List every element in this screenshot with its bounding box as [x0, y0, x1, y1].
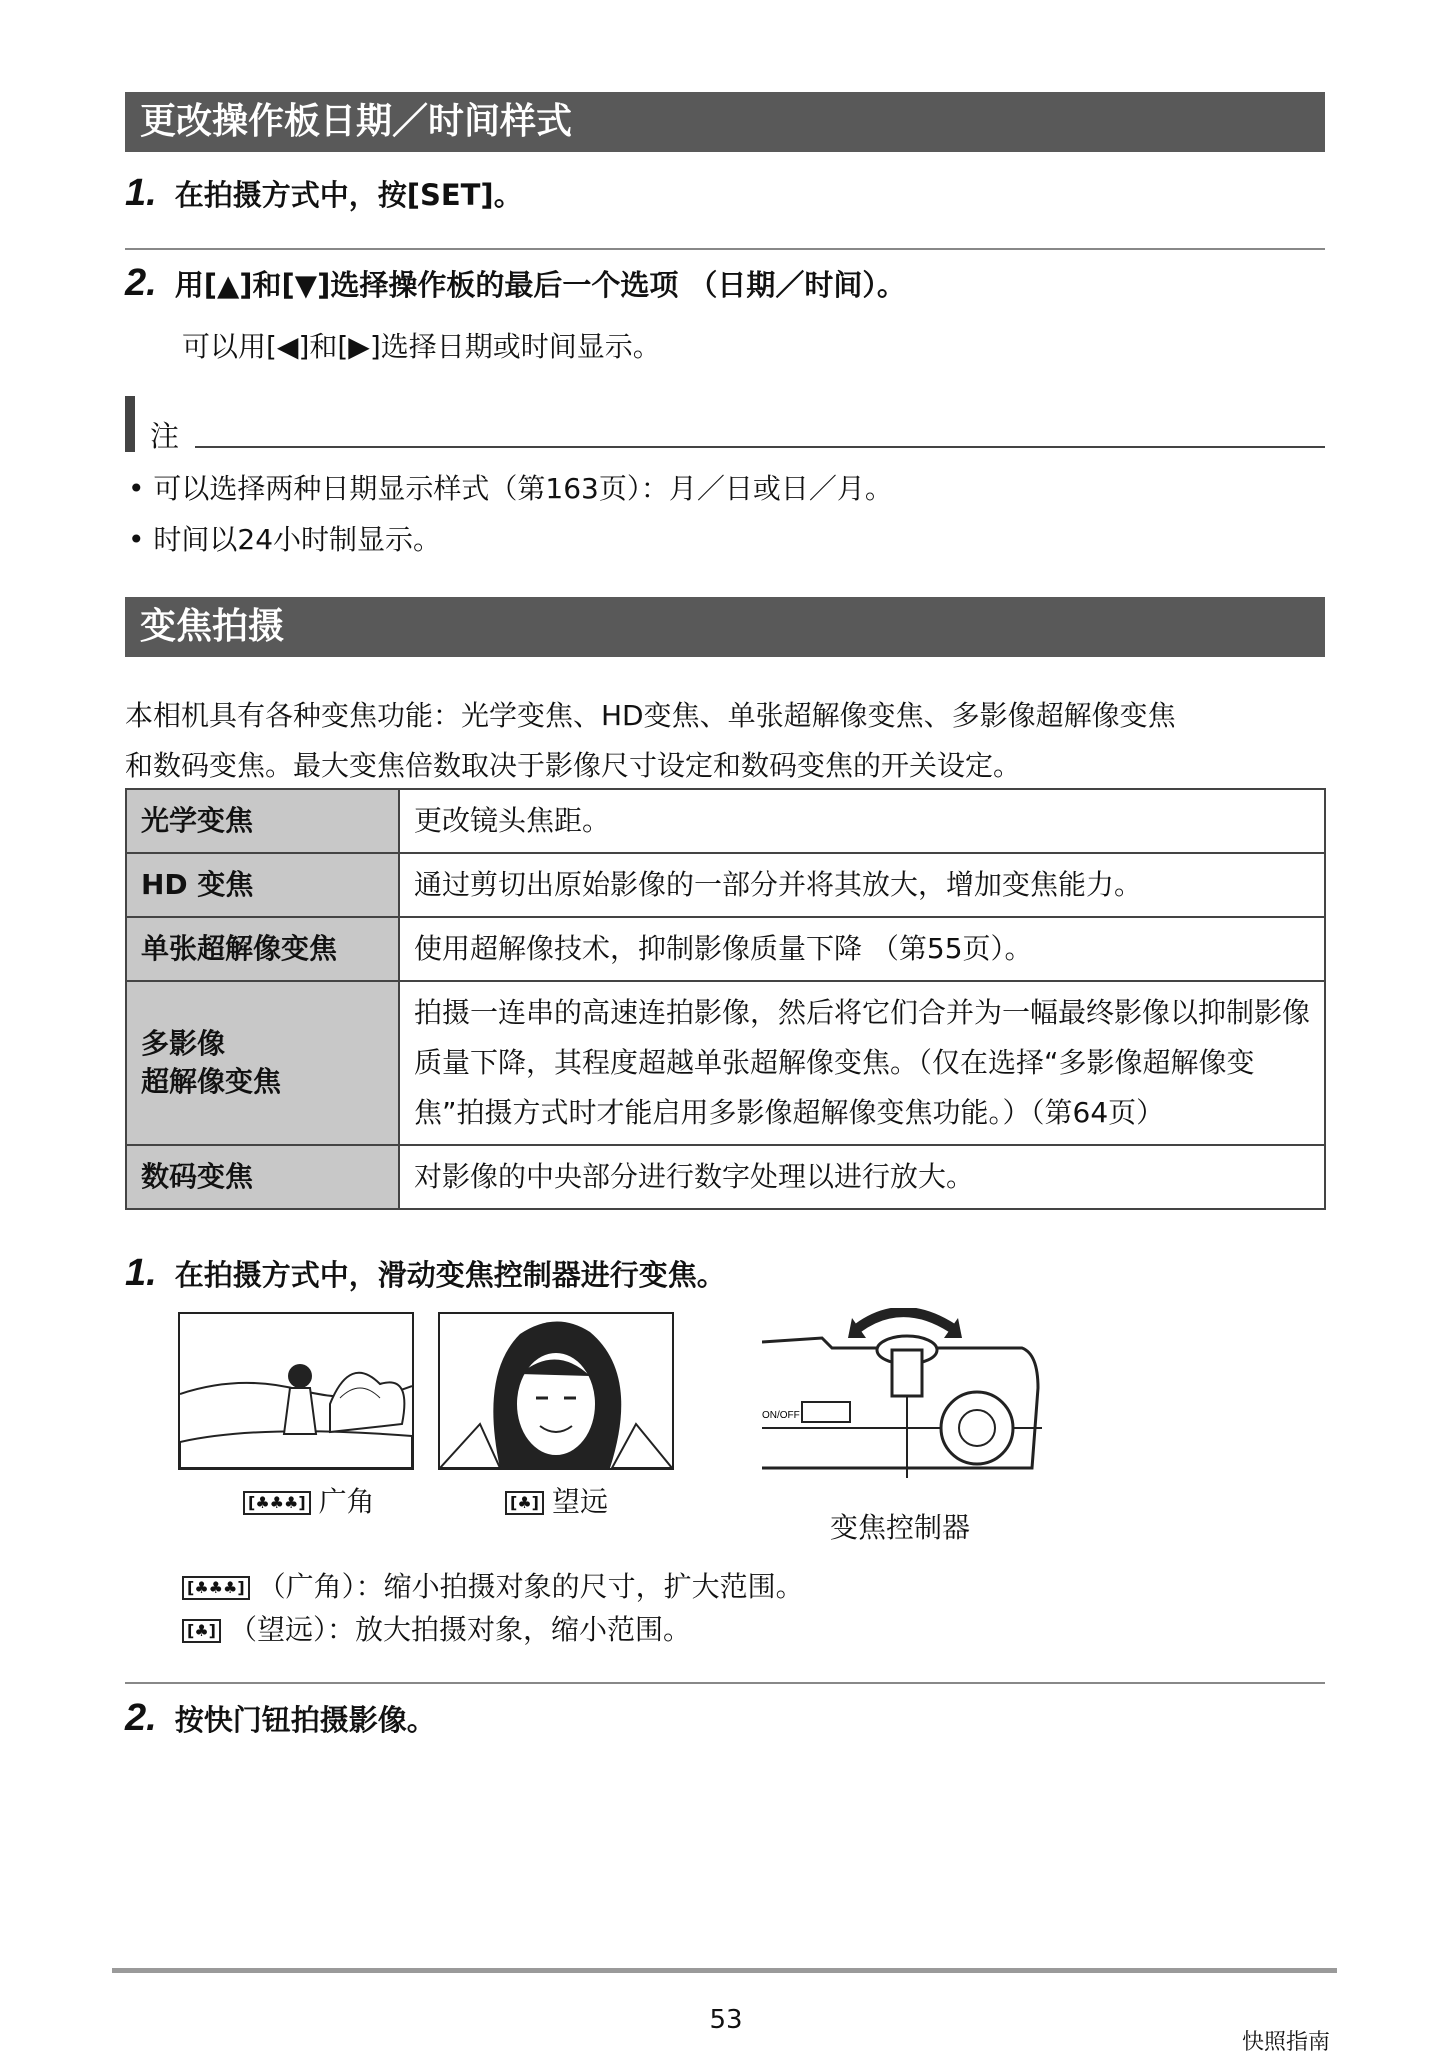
- table-value: 拍摄一连串的高速连拍影像，然后将它们合并为一幅最终影像以抑制影像质量下降，其程度超越单张超解像变焦。（仅在选择“多影像超解像变焦”拍摄方式时才能启用多影像超解像变焦功能。）（第64页）: [399, 981, 1325, 1145]
- zoom-feature-table: [125, 788, 1326, 1210]
- telephoto-photo: [438, 1312, 674, 1470]
- note-rule: [195, 446, 1325, 448]
- tele-caption: [♣] 望远: [505, 1480, 608, 1520]
- table-key: 单张超解像变焦: [126, 917, 399, 981]
- wide-angle-photo: [178, 1312, 414, 1470]
- step-1-slide-zoom: [125, 1252, 726, 1295]
- table-row: [126, 789, 1325, 853]
- table-row: [126, 853, 1325, 917]
- note-item: • 可以选择两种日期显示样式（第163页）：月／日或日／月。: [128, 472, 893, 505]
- table-row: [126, 981, 1325, 1145]
- zoom-controller-caption: 变焦控制器: [830, 1511, 971, 1544]
- zoom-intro-line-2: 和数码变焦。最大变焦倍数取决于影像尺寸设定和数码变焦的开关设定。: [125, 749, 1022, 782]
- step-1-press-set: [125, 172, 523, 215]
- onoff-label: ON/OFF: [762, 1410, 800, 1421]
- chapter-label: 快照指南: [1241, 2030, 1330, 2055]
- divider: [125, 248, 1325, 250]
- table-key: 数码变焦: [126, 1145, 399, 1209]
- step-text: 在拍摄方式中，按[SET]。: [174, 178, 523, 212]
- wide-angle-icon: [♣♣♣]: [182, 1576, 250, 1600]
- step-number: 2.: [125, 1697, 157, 1739]
- step-text: 用[▲]和[▼]选择操作板的最后一个选项 （日期／时间）。: [174, 268, 906, 302]
- note-marker: [125, 396, 135, 452]
- zoom-intro-line-1: 本相机具有各种变焦功能：光学变焦、HD变焦、单张超解像变焦、多影像超解像变焦: [125, 699, 1176, 732]
- legend-tele: [♣] （望远）：放大拍摄对象，缩小范围。: [182, 1608, 691, 1648]
- section-title-date-style: 更改操作板日期／时间样式: [125, 92, 1325, 152]
- step-2-subtext: 可以用[◀]和[▶]选择日期或时间显示。: [182, 330, 661, 363]
- table-row: [126, 1145, 1325, 1209]
- page-number: 53: [709, 2005, 743, 2035]
- wide-angle-icon: [♣♣♣]: [243, 1491, 311, 1515]
- step-number: 2.: [125, 262, 157, 304]
- step-text: 在拍摄方式中，滑动变焦控制器进行变焦。: [174, 1258, 726, 1292]
- telephoto-icon: [♣]: [505, 1491, 544, 1515]
- table-value: 通过剪切出原始影像的一部分并将其放大，增加变焦能力。: [399, 853, 1325, 917]
- note-item: • 时间以24小时制显示。: [128, 523, 442, 556]
- step-2-press-shutter: [125, 1697, 436, 1740]
- note-label: 注: [150, 419, 180, 453]
- step-text: 按快门钮拍摄影像。: [174, 1703, 436, 1737]
- wide-caption: [♣♣♣] 广角: [243, 1480, 375, 1520]
- table-key: 光学变焦: [126, 789, 399, 853]
- table-value: 对影像的中央部分进行数字处理以进行放大。: [399, 1145, 1325, 1209]
- section-title-zoom: 变焦拍摄: [125, 597, 1325, 657]
- step-number: 1.: [125, 1252, 157, 1294]
- camera-zoom-illustration: [762, 1308, 1042, 1478]
- telephoto-icon: [♣]: [182, 1619, 221, 1643]
- table-key: HD 变焦: [126, 853, 399, 917]
- table-key: 多影像 超解像变焦: [126, 981, 399, 1145]
- step-number: 1.: [125, 172, 157, 214]
- table-value: 更改镜头焦距。: [399, 789, 1325, 853]
- table-value: 使用超解像技术，抑制影像质量下降 （第55页）。: [399, 917, 1325, 981]
- step-2-select-option: [125, 262, 906, 305]
- table-row: [126, 917, 1325, 981]
- divider: [125, 1682, 1325, 1684]
- footer-rule: [112, 1968, 1337, 1973]
- legend-wide: [♣♣♣] （广角）：缩小拍摄对象的尺寸，扩大范围。: [182, 1565, 804, 1605]
